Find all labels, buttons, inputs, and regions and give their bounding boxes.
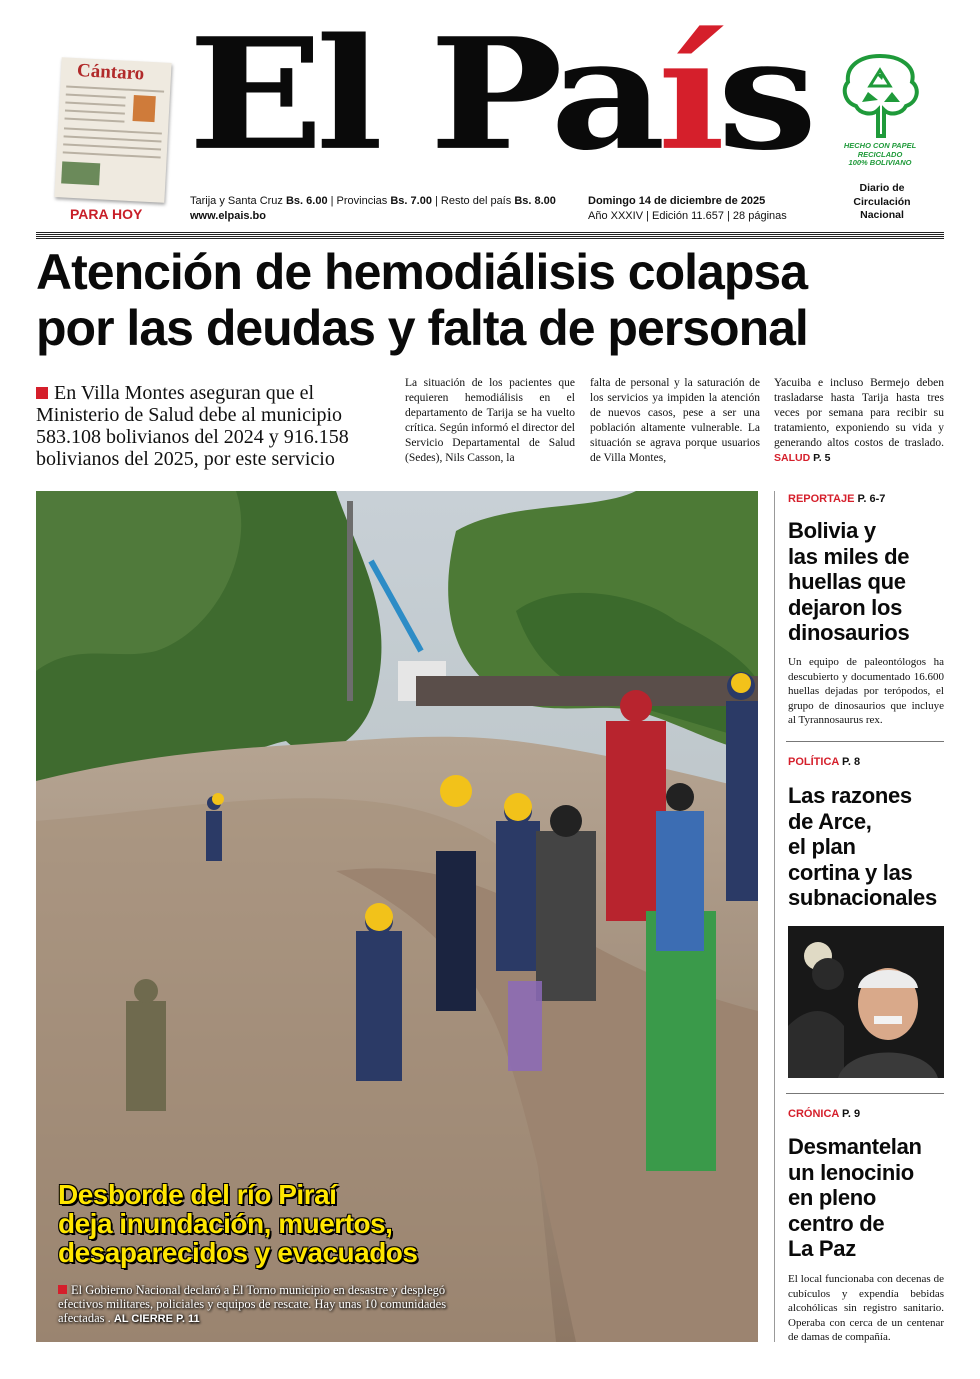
photo-story-title[interactable]: Desborde del río Piraí deja inundación, muertos, desaparecidos y evacuados: [58, 1179, 418, 1268]
main-lead: En Villa Montes aseguran que el Ministerio de Salud debe al municipio 583.108 bolivianos del 2024 y 916.158 bolivianos del 2025, por este servicio: [36, 382, 349, 470]
article-column-3: Yacuiba e incluso Bermejo deben trasladarse hasta Tarija hasta tres veces por semana para recibir su tratamiento, exponiendo su vida y generando altos costos de traslado. SALUD P. 5: [774, 377, 944, 464]
newspaper-logo[interactable]: El País: [188, 4, 810, 184]
recycled-paper-tree-icon: [838, 52, 922, 140]
article-column-2: falta de personal y la saturación de los servicios ya impiden la atención de nuevos casos, pese a ser una población altamente vulnerable. La situación se agrava porque usuarios de Villa Montes,: [590, 377, 760, 464]
section-label-politica[interactable]: POLÍTICA P. 8: [788, 756, 861, 768]
red-bullet-icon: [58, 1285, 67, 1294]
issue-date: Domingo 14 de diciembre de 2025: [588, 195, 766, 207]
sidebar-separator: [786, 1093, 944, 1094]
sidebar-headline-lenocinio[interactable]: Desmantelan un lenocinio en pleno centro de La Paz: [788, 1134, 922, 1261]
sidebar-headline-dinosaurs[interactable]: Bolivia y las miles de huellas que dejaron los dinosaurios: [788, 518, 910, 645]
photo-caption: El Gobierno Nacional declaró a El Torno municipio en desastre y desplegó efectivos militares, policiales y equipos de rescate. Hay unas 10 comunidades afectadas . AL CIERRE P. 11: [58, 1283, 447, 1325]
page-reference[interactable]: SALUD P. 5: [774, 452, 831, 464]
portrait-illustration: [788, 926, 944, 1078]
website-link[interactable]: www.elpais.bo: [190, 210, 266, 222]
sidebar-body-lenocinio: El local funcionaba con decenas de cubículos y expendía bebidas alcohólicas sin registro sanitario. Operaba con cerca de un centenar de damas de compañía.: [788, 1273, 944, 1343]
circulation-note: Diario de Circulación Nacional: [853, 182, 911, 222]
insert-title: Cántaro: [76, 60, 145, 85]
arce-portrait-photo[interactable]: [788, 926, 944, 1078]
masthead-divider: [36, 231, 944, 239]
cantaro-insert-thumbnail[interactable]: [54, 57, 171, 203]
price-line: Tarija y Santa Cruz Bs. 6.00 | Provincias Bs. 7.00 | Resto del país Bs. 8.00: [190, 195, 556, 207]
recycled-paper-note: HECHO CON PAPEL RECICLADO 100% BOLIVIANO: [843, 141, 917, 168]
sidebar-body-dinosaurs: Un equipo de paleontólogos ha descubierto y documentado 16.600 huellas dejadas por terópodos, el grupo de dinosaurios que incluye al Tyrannosaurus rex.: [788, 656, 944, 726]
section-label-reportaje[interactable]: REPORTAJE P. 6-7: [788, 493, 886, 505]
sidebar-divider: [774, 491, 775, 1342]
edition-info: Año XXXIV | Edición 11.657 | 28 páginas: [588, 210, 787, 222]
main-headline[interactable]: Atención de hemodiálisis colapsa por las deudas y falta de personal: [36, 244, 808, 356]
insert-label: PARA HOY: [70, 206, 143, 222]
sidebar-headline-arce[interactable]: Las razones de Arce, el plan cortina y las subnacionales: [788, 783, 937, 910]
sidebar-separator: [786, 741, 944, 742]
page-reference[interactable]: AL CIERRE P. 11: [113, 1313, 200, 1325]
red-bullet-icon: [36, 387, 48, 399]
section-label-cronica[interactable]: CRÓNICA P. 9: [788, 1108, 861, 1120]
article-column-1: La situación de los pacientes que requieren hemodiálisis en el departamento de Tarija se ha vuelto crítica. Según informó el director del Servicio Departamental de Salud (Sedes), Nils Casson, la: [405, 377, 575, 464]
